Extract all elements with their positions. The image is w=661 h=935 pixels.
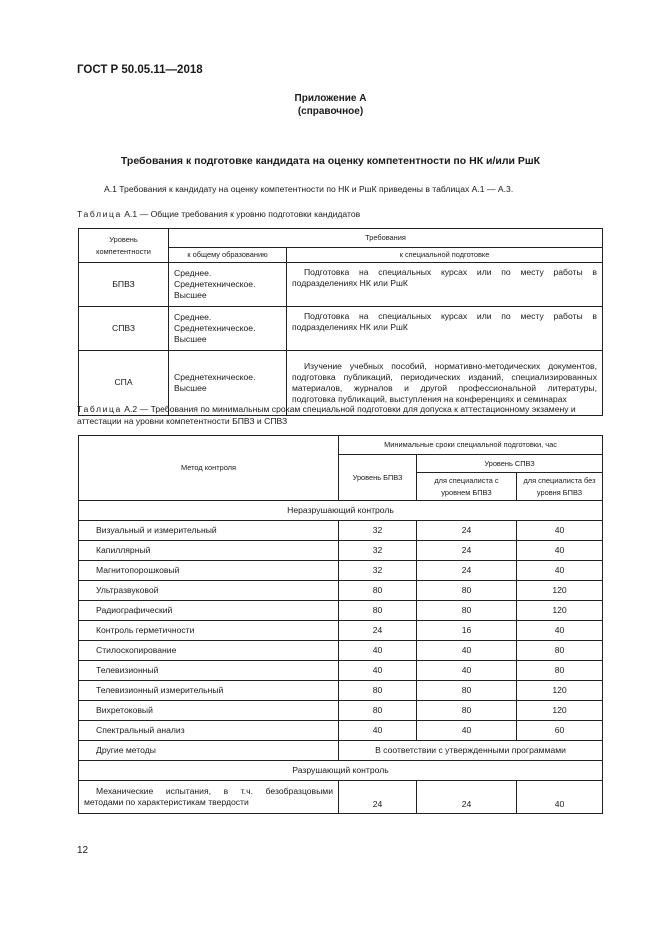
- appendix-title: Приложение А: [294, 93, 367, 104]
- table1-caption: [77, 208, 603, 220]
- table1-general-cell: Среднее. Среднетехническое. Высшее: [169, 263, 287, 307]
- table2-method-cell: Другие методы: [79, 741, 339, 761]
- table-row: [79, 621, 603, 641]
- table-row: [79, 661, 603, 681]
- table2-with-cell: 24: [417, 521, 517, 541]
- table2-with-cell: 24: [417, 561, 517, 581]
- table-a1: [78, 228, 603, 416]
- table2-method-cell: Визуальный и измерительный: [79, 521, 339, 541]
- table2-method-cell: Телевизионный: [79, 661, 339, 681]
- table1-level-cell: СПВЗ: [79, 307, 169, 351]
- table2-method-cell: Ультразвуковой: [79, 581, 339, 601]
- table2-with-cell: 24: [417, 541, 517, 561]
- table2-bpvz-cell: 24: [339, 781, 417, 814]
- table2-method-cell: Радиографический: [79, 601, 339, 621]
- table2-header-method: Метод контроля: [79, 436, 339, 501]
- table2-bpvz-cell: 80: [339, 701, 417, 721]
- table2-without-cell: 80: [517, 641, 603, 661]
- table2-method-cell: Магнитопорошковый: [79, 561, 339, 581]
- table2-without-cell: 120: [517, 681, 603, 701]
- table-a2: [78, 435, 603, 814]
- table-row: [79, 307, 603, 351]
- table2-bpvz-cell: 40: [339, 721, 417, 741]
- table2-section-ndt: Неразрушающий контроль: [79, 501, 603, 521]
- table2-bpvz-cell: 32: [339, 541, 417, 561]
- table2-header-min: Минимальные сроки специальной подготовки, час: [339, 436, 603, 455]
- table2-without-cell: 40: [517, 521, 603, 541]
- page-number: 12: [77, 845, 89, 856]
- table2-bpvz-cell: 40: [339, 641, 417, 661]
- table2-without-cell: 40: [517, 781, 603, 814]
- table2-without-cell: 120: [517, 601, 603, 621]
- table2-caption-text: А.2 — Требования по минимальным срокам специальной подготовки для допуска к аттестационному экзамену и аттестации на уровни компетентности БПВЗ и СПВЗ: [77, 404, 576, 426]
- table-row: [79, 521, 603, 541]
- table2-with-cell: 16: [417, 621, 517, 641]
- table2-bpvz-cell: 32: [339, 521, 417, 541]
- table2-method-cell: Телевизионный измерительный: [79, 681, 339, 701]
- table1-general-cell: Среднее. Среднетехническое. Высшее: [169, 307, 287, 351]
- table2-bpvz-cell: 80: [339, 581, 417, 601]
- table2-without-cell: 60: [517, 721, 603, 741]
- table-row: [79, 561, 603, 581]
- table2-other-value: В соответствии с утвержденными программами: [339, 741, 603, 761]
- table1-special-cell: Изучение учебных пособий, нормативно-методических документов, подготовка публикаций, периодических изданий, специализированных материалов, журналов и другой профессиональной литературы, подготовка публикаций, выступления на конференциях и семинарах: [287, 351, 603, 416]
- table2-bpvz-cell: 80: [339, 601, 417, 621]
- table2-with-cell: 80: [417, 581, 517, 601]
- intro-paragraph: А.1 Требования к кандидату на оценку компетентности по НК и РшК приведены в таблицах А.1 — А.3.: [104, 184, 514, 194]
- table2-method-cell: Капиллярный: [79, 541, 339, 561]
- table1-header-level: Уровень компетентности: [79, 229, 169, 263]
- table1-special-cell: Подготовка на специальных курсах или по месту работы в подразделениях НК или РшК: [287, 307, 603, 351]
- table2-bpvz-cell: 40: [339, 661, 417, 681]
- table-row: [79, 601, 603, 621]
- table2-with-cell: 40: [417, 721, 517, 741]
- appendix-subtitle: (справочное): [297, 106, 364, 117]
- table1-general-cell: Среднетехническое. Высшее: [169, 351, 287, 416]
- table2-with-cell: 80: [417, 681, 517, 701]
- table-row: [79, 701, 603, 721]
- table-row: [79, 641, 603, 661]
- table-row: [79, 541, 603, 561]
- table2-method-cell: Стилоскопирование: [79, 641, 339, 661]
- table-row: [79, 781, 603, 814]
- table1-header-general: к общему образованию: [169, 248, 287, 263]
- table2-without-cell: 80: [517, 661, 603, 681]
- table2-method-cell: Спектральный анализ: [79, 721, 339, 741]
- table2-header-with: для специалиста с уровнем БПВЗ: [417, 473, 517, 501]
- table2-without-cell: 40: [517, 541, 603, 561]
- table1-caption-label: Таблица: [77, 209, 122, 219]
- table2-header-without: для специалиста без уровня БПВЗ: [517, 473, 603, 501]
- table1-level-cell: СПА: [79, 351, 169, 416]
- table2-with-cell: 40: [417, 661, 517, 681]
- table2-without-cell: 40: [517, 621, 603, 641]
- table-row: [79, 741, 603, 761]
- table-row: [79, 263, 603, 307]
- table1-header-requirements: Требования: [169, 229, 603, 248]
- table2-method-cell: Механические испытания, в т.ч. безобразцовыми методами по характеристикам твердости: [79, 781, 339, 814]
- table2-without-cell: 40: [517, 561, 603, 581]
- table1-special-cell: Подготовка на специальных курсах или по месту работы в подразделениях НК или РшК: [287, 263, 603, 307]
- table2-without-cell: 120: [517, 581, 603, 601]
- table2-bpvz-cell: 80: [339, 681, 417, 701]
- table2-with-cell: 80: [417, 701, 517, 721]
- table-row: [79, 721, 603, 741]
- table-row: [79, 681, 603, 701]
- table2-without-cell: 120: [517, 701, 603, 721]
- table2-caption: [77, 403, 603, 427]
- table1-level-cell: БПВЗ: [79, 263, 169, 307]
- table2-with-cell: 80: [417, 601, 517, 621]
- table2-header-bpvz: Уровень БПВЗ: [339, 455, 417, 501]
- standard-number: ГОСТ Р 50.05.11—2018: [77, 64, 203, 76]
- table2-with-cell: 40: [417, 641, 517, 661]
- table1-caption-text: А.1 — Общие требования к уровню подготовки кандидатов: [124, 209, 361, 219]
- table2-with-cell: 24: [417, 781, 517, 814]
- table-row: [79, 581, 603, 601]
- table2-method-cell: Контроль герметичности: [79, 621, 339, 641]
- table2-bpvz-cell: 24: [339, 621, 417, 641]
- table2-bpvz-cell: 32: [339, 561, 417, 581]
- section-title: Требования к подготовке кандидата на оценку компетентности по НК и/или РшК: [120, 155, 541, 167]
- table2-section-dt: Разрушающий контроль: [79, 761, 603, 781]
- table2-method-cell: Вихретоковый: [79, 701, 339, 721]
- table2-caption-label: Таблица: [77, 404, 122, 414]
- table1-header-special: к специальной подготовке: [287, 248, 603, 263]
- table2-header-spvz: Уровень СПВЗ: [417, 455, 603, 473]
